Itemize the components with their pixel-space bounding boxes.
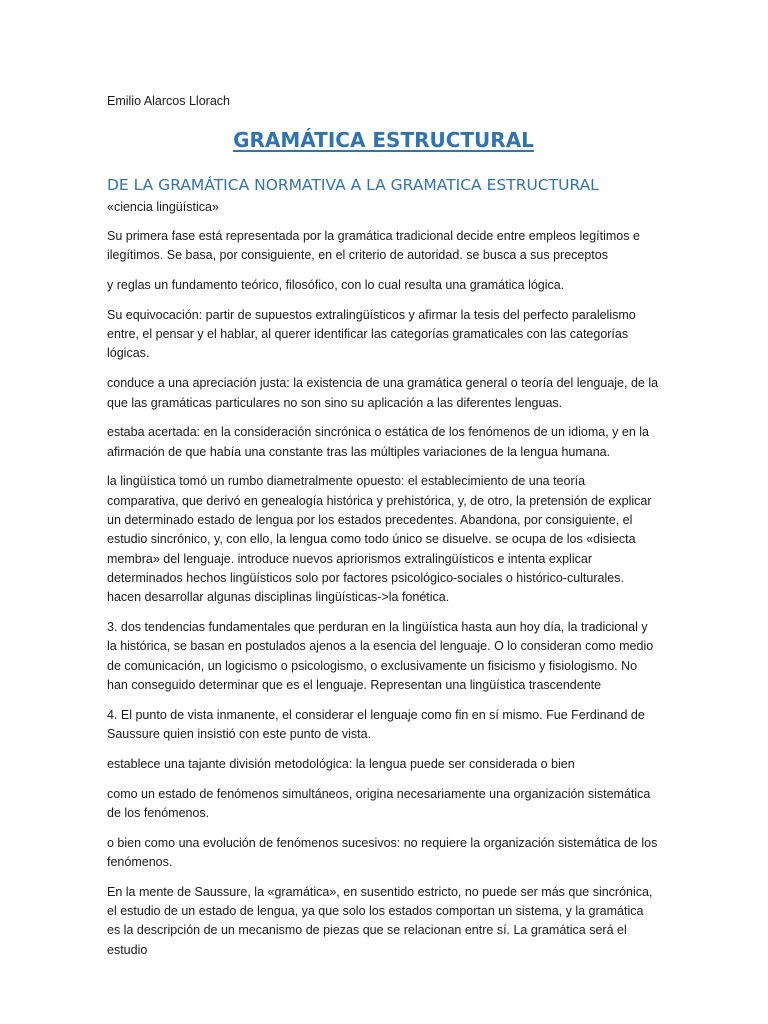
paragraph-4: conduce a una apreciación justa: la existencia de una gramática general o teoría del lenguaje, de la que las gramáticas particulares no son sino su aplicación a las diferentes lenguas. [107,376,659,410]
paragraph-12: En la mente de Saussure, la «gramática», en susentido estricto, no puede ser más que sincrónica, el estudio de un estado de lengua, ya que solo los estados comportan un sistema, y la gramática es la descripción de un mecanismo de piezas que se relacionan entre sí. La gramática será el estudio [107,884,653,957]
paragraph-1: Su primera fase está representada por la gramática tradicional decide entre empleos legítimos e ilegítimos. Se basa, por consiguiente, en el criterio de autoridad. se busca a sus preceptos [107,229,640,263]
paragraph-8: 4. El punto de vista inmanente, el considerar el lenguaje como fin en sí mismo. Fue Ferdinand de Saussure quien insistió con este punto de vista. [107,707,645,742]
section-subheading: «ciencia lingüística» [107,200,219,214]
paragraph-10: como un estado de fenómenos simultáneos, origina necesariamente una organización sistemática de los fenómenos. [107,786,651,820]
paragraph-5: estaba acertada: en la consideración sincrónica o estática de los fenómenos de un idioma, y en la afirmación de que había una constante tras las múltiples variaciones de la lengua humana. [107,425,649,459]
author-name: Emilio Alarcos Llorach [107,94,230,108]
paragraph-11: o bien como una evolución de fenómenos sucesivos: no requiere la organización sistemática de los fenómenos. [107,835,658,870]
section-heading: DE LA GRAMÁTICA NORMATIVA A LA GRAMATICA ESTRUCTURAL [107,176,599,194]
paragraph-6: la lingüística tomó un rumbo diametralmente opuesto: el establecimiento de una teoría comparativa, que derivó en genealogía histórica y prehistórica, y, de otro, la pretensión de explicar un determinado estado de lengua por los estados precedentes. Abandona, por consiguiente, el estudio sincrónico, y, con ello, la lengua como todo único se disuelve. se ocupa de los «disiecta membra» del lenguaje. introduce nuevos apriorismos extralingüísticos e intenta explicar determinados hechos lingüísticos solo por factores psicológico-sociales o histórico-culturales. hacen desarrollar algunas disciplinas lingüísticas->la fonética. [107,474,652,605]
document-title: GRAMÁTICA ESTRUCTURAL [233,128,534,152]
paragraph-9: establece una tajante división metodológica: la lengua puede ser considerada o bien [107,756,575,771]
paragraph-2: y reglas un fundamento teórico, filosófico, con lo cual resulta una gramática lógica. [107,278,565,293]
paragraph-7: 3. dos tendencias fundamentales que perduran en la lingüística hasta aun hoy día, la tradicional y la histórica, se basan en postulados ajenos a la esencia del lenguaje. O lo consideran como medio de comunicación, un logicismo o psicologismo, o exclusivamente un fisicismo y fisiologismo. No han conseguido determinar que es el lenguaje. Representan una lingüística trascendente [107,620,654,692]
paragraph-3: Su equivocación: partir de supuestos extralingüísticos y afirmar la tesis del perfecto paralelismo entre, el pensar y el hablar, al querer identificar las categorías gramaticales con las categorías lógicas. [107,307,636,361]
